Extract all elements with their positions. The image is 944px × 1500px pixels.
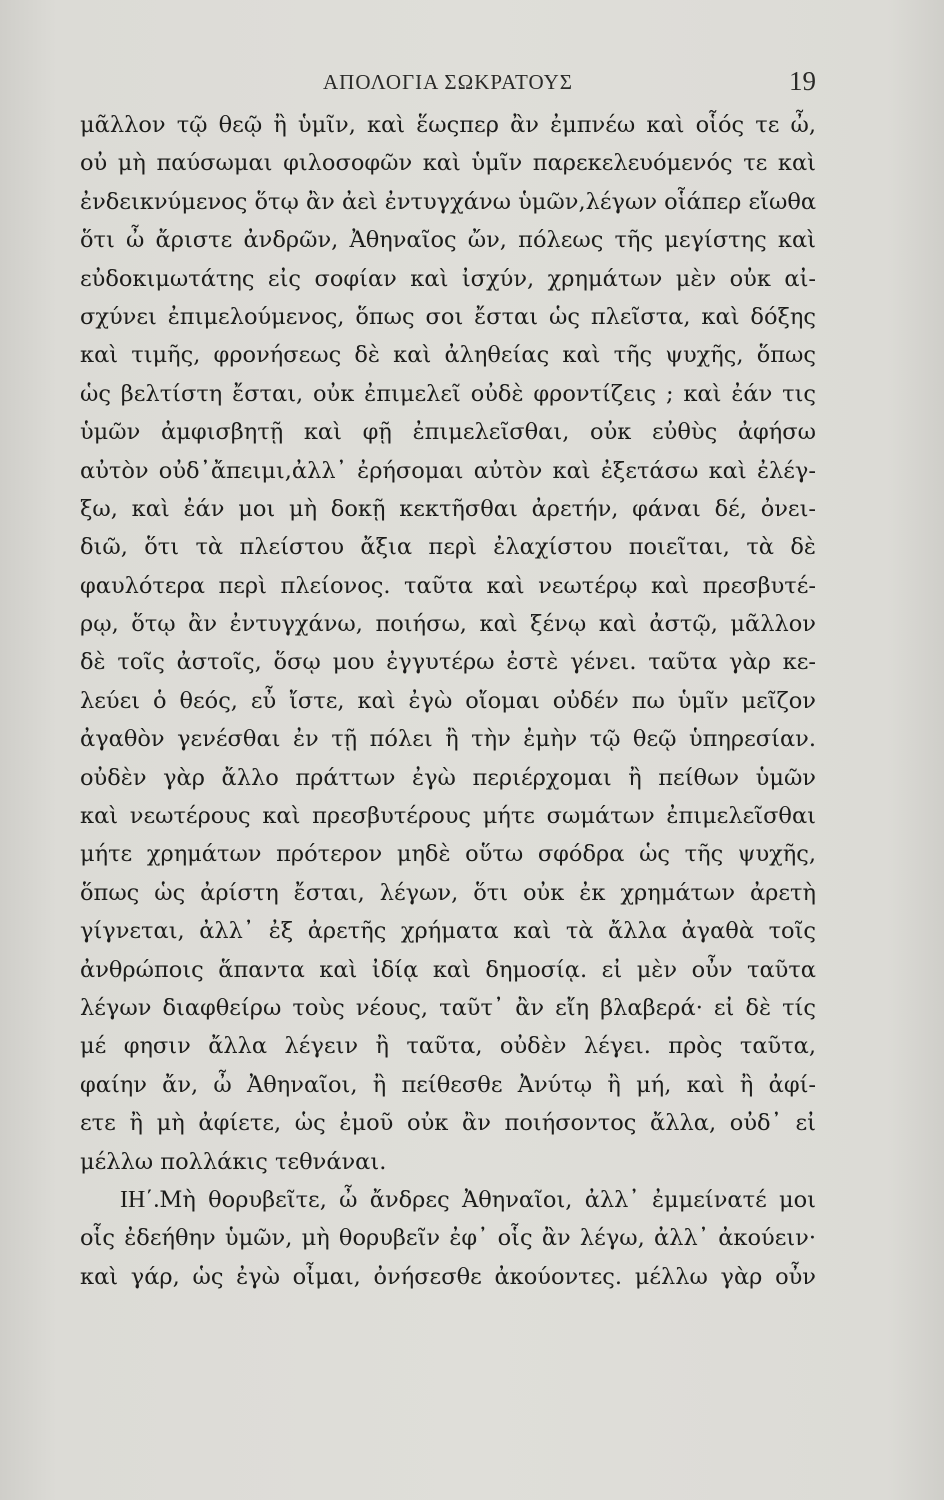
text-line: διῶ, ὅτι τὰ πλείστου ἄξια περὶ ἐλαχίστου ποιεῖται, τὰ δὲ <box>80 534 816 561</box>
page-header <box>80 66 816 106</box>
text-line: ὅπως ὡς ἀρίστη ἔσται, λέγων, ὅτι οὐκ ἐκ χρημάτων ἀρετὴ <box>80 879 816 906</box>
text-line: δὲ τοῖς ἀστοῖς, ὅσῳ μου ἐγγυτέρω ἐστὲ γένει. ταῦτα γὰρ κε- <box>80 649 816 676</box>
page-number: 19 <box>789 66 816 96</box>
text-line: ὡς βελτίστη ἔσται, οὐκ ἐπιμελεῖ οὐδὲ φροντίζεις ; καὶ ἐάν τις <box>80 380 816 407</box>
text-line: φαυλότερα περὶ πλείονος. ταῦτα καὶ νεωτέρῳ καὶ πρεσβυτέ- <box>80 572 816 599</box>
text-line: Μὴ θορυβεῖτε, ὦ ἄνδρες Ἀθηναῖοι, ἀλλ᾽ ἐμμείνατέ μοι <box>159 1186 816 1213</box>
body-text <box>80 106 816 1296</box>
text-line: μέ φησιν ἄλλα λέγειν ἢ ταῦτα, οὐδὲν λέγει. πρὸς ταῦτα, <box>80 1033 816 1060</box>
section-first-line <box>80 1181 816 1219</box>
text-line: οὐ μὴ παύσωμαι φιλοσοφῶν καὶ ὑμῖν παρεκελευόμενός τε καὶ <box>80 150 816 177</box>
text-line: οὐδὲν γὰρ ἄλλο πράττων ἐγὼ περιέρχομαι ἢ πείθων ὑμῶν <box>80 764 816 791</box>
text-line: ετε ἢ μὴ ἀφίετε, ὡς ἐμοῦ οὐκ ἂν ποιήσοντος ἄλλα, οὐδ᾽ εἰ <box>80 1110 816 1137</box>
running-title: ΑΠΟΛΟΓΙΑ ΣΩΚΡΑΤΟΥΣ <box>323 70 573 94</box>
text-line: ἐνδεικνύμενος ὅτῳ ἂν ἀεὶ ἐντυγχάνω ὑμῶν,λέγων οἷάπερ εἴωθα <box>80 188 816 215</box>
text-line: σχύνει ἐπιμελούμενος, ὅπως σοι ἔσται ὡς πλεῖστα, καὶ δόξης <box>80 303 816 330</box>
text-line: μᾶλλον τῷ θεῷ ἢ ὑμῖν, καὶ ἕωςπερ ἂν ἐμπνέω καὶ οἷός τε ὦ, <box>80 112 816 138</box>
text-line: ἀνθρώποις ἅπαντα καὶ ἰδίᾳ καὶ δημοσίᾳ. εἰ μὲν οὖν ταῦτα <box>80 956 816 983</box>
text-line: ἀγαθὸν γενέσθαι ἐν τῇ πόλει ἢ τὴν ἐμὴν τῷ θεῷ ὑπηρεσίαν. <box>80 726 816 753</box>
text-line: καὶ τιμῆς, φρονήσεως δὲ καὶ ἀληθείας καὶ τῆς ψυχῆς, ὅπως <box>80 342 816 369</box>
text-line: μήτε χρημάτων πρότερον μηδὲ οὕτω σφόδρα ὡς τῆς ψυχῆς, <box>80 841 816 868</box>
text-line: καὶ γάρ, ὡς ἐγὼ οἶμαι, ὀνήσεσθε ἀκούοντες. μέλλω γὰρ οὖν <box>80 1263 816 1290</box>
text-line: ρῳ, ὅτῳ ἂν ἐντυγχάνω, ποιήσω, καὶ ξένῳ καὶ ἀστῷ, μᾶλλον <box>80 611 816 638</box>
text-line: γίγνεται, ἀλλ᾽ ἐξ ἀρετῆς χρήματα καὶ τὰ ἄλλα ἀγαθὰ τοῖς <box>80 918 816 945</box>
text-line: οἷς ἐδεήθην ὑμῶν, μὴ θορυβεῖν ἐφ᾽ οἷς ἂν λέγω, ἀλλ᾽ ἀκούειν· <box>80 1225 816 1252</box>
text-line: ὑμῶν ἀμφισβητῇ καὶ φῇ ἐπιμελεῖσθαι, οὐκ εὐθὺς ἀφήσω <box>80 419 816 446</box>
text-line: ξω, καὶ ἐάν μοι μὴ δοκῇ κεκτῆσθαι ἀρετήν, φάναι δέ, ὀνει- <box>80 495 816 522</box>
text-line: λεύει ὁ θεός, εὖ ἴστε, καὶ ἐγὼ οἴομαι οὐδέν πω ὑμῖν μεῖζον <box>80 687 816 714</box>
section-mark: ΙΗ΄. <box>120 1186 160 1213</box>
text-line: καὶ νεωτέρους καὶ πρεσβυτέρους μήτε σωμάτων ἐπιμελεῖσθαι <box>80 803 816 830</box>
text-line: ὅτι ὦ ἄριστε ἀνδρῶν, Ἀθηναῖος ὤν, πόλεως τῆς μεγίστης καὶ <box>80 227 816 254</box>
text-line: αὐτὸν οὐδ᾽ἄπειμι,ἀλλ᾽ ἐρήσομαι αὐτὸν καὶ ἐξετάσω καὶ ἐλέγ- <box>80 457 816 484</box>
text-line: φαίην ἄν, ὦ Ἀθηναῖοι, ἢ πείθεσθε Ἀνύτῳ ἢ μή, καὶ ἢ ἀφί- <box>80 1071 816 1098</box>
text-line: λέγων διαφθείρω τοὺς νέους, ταῦτ᾽ ἂν εἴη βλαβερά· εἰ δὲ τίς <box>80 994 816 1021</box>
text-line: μέλλω πολλάκις τεθνάναι. <box>80 1148 387 1175</box>
text-line: εὐδοκιμωτάτης εἰς σοφίαν καὶ ἰσχύν, χρημάτων μὲν οὐκ αἰ- <box>80 265 816 292</box>
